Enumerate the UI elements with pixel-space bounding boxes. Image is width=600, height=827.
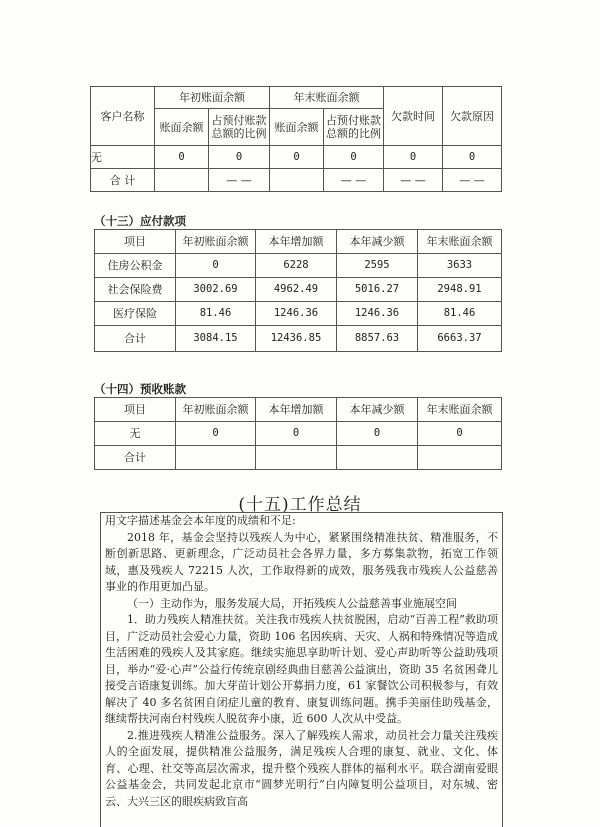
advance-receipts-table xyxy=(94,397,502,470)
section-13-title: （十三）应付款项 xyxy=(94,214,186,228)
table-cell: — — xyxy=(384,169,443,192)
table-cell: 6663.37 xyxy=(418,326,502,352)
table-cell: 1246.36 xyxy=(337,302,418,326)
header-increase: 本年增加额 xyxy=(256,230,337,254)
table-cell: 0 xyxy=(443,146,502,169)
header-opening: 年初账面余额 xyxy=(176,398,256,422)
table-cell: 4962.49 xyxy=(256,278,337,302)
table-cell xyxy=(256,446,337,470)
row-name: 住房公积金 xyxy=(95,254,176,278)
row-name: 合 计 xyxy=(91,169,155,192)
header-item: 项目 xyxy=(95,398,176,422)
header-closing: 年末账面余额 xyxy=(270,87,384,109)
row-name: 无 xyxy=(91,146,155,169)
section-14-title: （十四）预收账款 xyxy=(94,382,186,396)
table-cell xyxy=(418,446,502,470)
table-cell: — — xyxy=(209,169,270,192)
header-balance: 账面余额 xyxy=(155,109,209,146)
row-name: 合计 xyxy=(95,326,176,352)
table-row xyxy=(95,278,502,302)
table-cell: 0 xyxy=(270,146,324,169)
table-cell: 8857.63 xyxy=(337,326,418,352)
table-cell xyxy=(270,169,324,192)
header-decrease: 本年减少额 xyxy=(337,398,418,422)
table-cell: 81.46 xyxy=(176,302,256,326)
header-arrears-time: 欠款时间 xyxy=(384,87,443,146)
row-name: 社会保险费 xyxy=(95,278,176,302)
table-cell: 3002.69 xyxy=(176,278,256,302)
table-cell: 0 xyxy=(209,146,270,169)
summary-heading: （一）主动作为，服务发展大局，开拓残疾人公益慈善事业施展空间 xyxy=(127,596,457,610)
table-row xyxy=(95,446,502,470)
header-increase: 本年增加额 xyxy=(256,398,337,422)
header-ratio: 占预付账款总额的比例 xyxy=(209,109,270,146)
header-balance: 账面余额 xyxy=(270,109,324,146)
table-cell: 0 xyxy=(155,146,209,169)
table-cell: 3633 xyxy=(418,254,502,278)
table-cell: 2595 xyxy=(337,254,418,278)
table-cell: 0 xyxy=(256,422,337,446)
summary-paragraph: 2018 年，基金会坚持以残疾人为中心，紧紧围绕精准扶贫、精准服务，不断创新思路、更新理念，广泛动员社会各界力量，多方募集款物，拓宽工作领域，惠及残疾人 72215 人次，工作取得新的成效，服务残我市残疾人公益慈善事业的作用更加凸显。 xyxy=(105,530,498,593)
work-summary-box xyxy=(100,512,503,827)
table-cell: — — xyxy=(443,169,502,192)
table-cell: 0 xyxy=(324,146,384,169)
table-cell: 0 xyxy=(176,254,256,278)
table-cell xyxy=(155,169,209,192)
table-cell: 0 xyxy=(384,146,443,169)
header-decrease: 本年减少额 xyxy=(337,230,418,254)
table-cell xyxy=(176,446,256,470)
summary-paragraph: 1．助力残疾人精准扶贫。关注我市残疾人扶贫脱困，启动“百善工程”救助项目，广泛动员社会爱心力量，资助 106 名因疾病、天灾、人祸和特殊情况等造成生活困难的残疾人及其家庭。继续实施思享助听计划、爱心声助听等公益助残项目，举办“爱·心声”公益行传统京剧经典曲目慈善公益演出，资助 35 名贫困聋儿接受言语康复训练。加大芽苗计划公开募捐力度，61 家餐饮公司积极参与，有效解决了 40 多名贫困自闭症儿童的教育、康复训练问题。携手美丽佳助残基金，继续帮扶河南台村残疾人脱贫奔小康，近 600 人次从中受益。 xyxy=(105,613,498,725)
header-closing: 年末账面余额 xyxy=(418,230,502,254)
table-cell: 0 xyxy=(176,422,256,446)
header-item: 项目 xyxy=(95,230,176,254)
table-row xyxy=(95,326,502,352)
section-15-title: (十五)工作总结 xyxy=(238,495,362,515)
summary-paragraph: 2.推进残疾人精准公益服务。深入了解残疾人需求，动员社会力量关注残疾人的全面发展，提供精准公益服务，满足残疾人合理的康复、就业、文化、体育、心理、社交等高层次需求，提升整个残疾人群体的福利水平。联合湖南爱眼公益基金会，共同发起北京市“圆梦光明行”白内障复明公益项目，对东城、密云、大兴三区的眼疾病致盲高 xyxy=(105,728,498,808)
table-cell: 3084.15 xyxy=(176,326,256,352)
table-cell: 12436.85 xyxy=(256,326,337,352)
table-cell: 0 xyxy=(337,422,418,446)
table-row xyxy=(95,254,502,278)
header-opening: 年初账面余额 xyxy=(176,230,256,254)
summary-intro: 用文字描述基金会本年度的成绩和不足: xyxy=(105,514,296,527)
header-ratio: 占预付账款总额的比例 xyxy=(324,109,384,146)
table-cell: 6228 xyxy=(256,254,337,278)
receivables-table xyxy=(90,86,502,192)
payables-table xyxy=(94,229,502,352)
table-row xyxy=(95,422,502,446)
header-customer: 客户名称 xyxy=(91,87,155,146)
table-cell: 81.46 xyxy=(418,302,502,326)
table-cell: 2948.91 xyxy=(418,278,502,302)
table-cell: 1246.36 xyxy=(256,302,337,326)
table-cell: 0 xyxy=(418,422,502,446)
table-row xyxy=(91,146,502,169)
header-closing: 年末账面余额 xyxy=(418,398,502,422)
row-name: 无 xyxy=(95,422,176,446)
table-cell xyxy=(337,446,418,470)
row-name: 医疗保险 xyxy=(95,302,176,326)
table-cell: 5016.27 xyxy=(337,278,418,302)
table-row xyxy=(95,302,502,326)
table-row xyxy=(91,169,502,192)
row-name: 合计 xyxy=(95,446,176,470)
header-opening: 年初账面余额 xyxy=(155,87,270,109)
table-cell: — — xyxy=(324,169,384,192)
header-arrears-reason: 欠款原因 xyxy=(443,87,502,146)
